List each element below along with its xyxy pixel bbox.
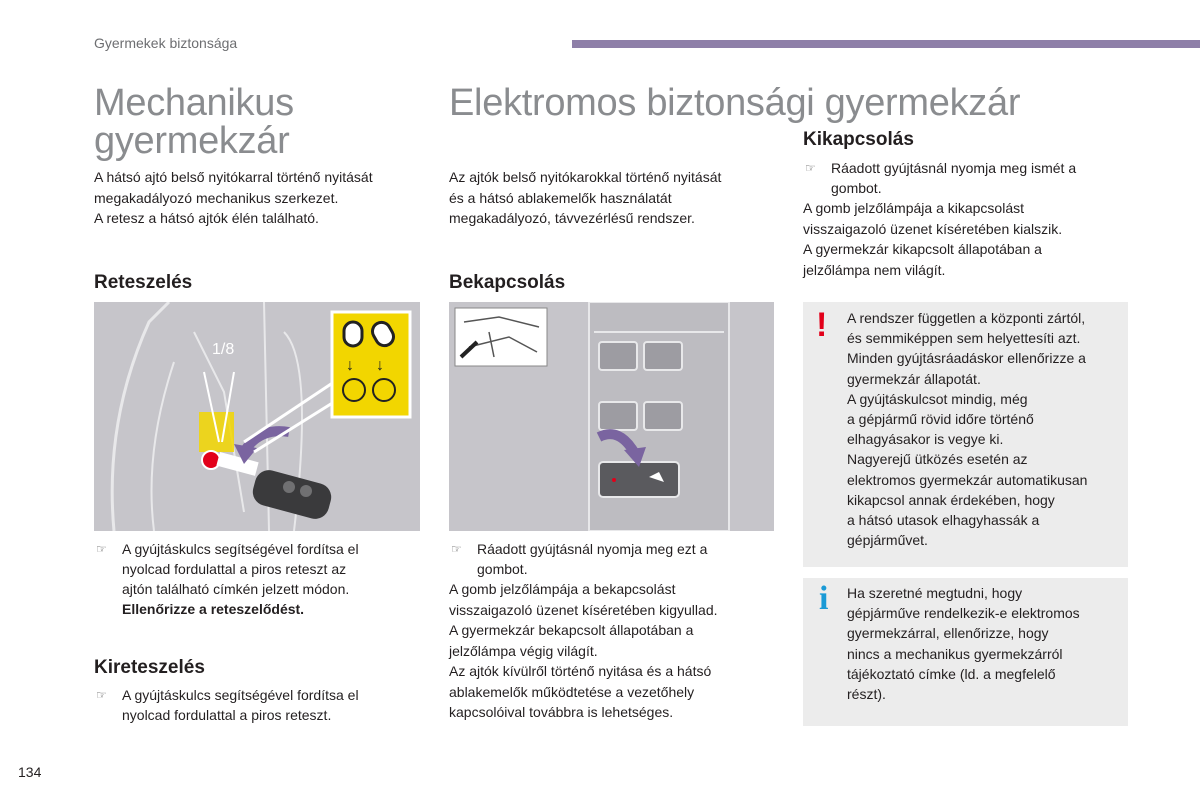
info-line: tájékoztató címke (ld. a megfelelő — [847, 665, 1056, 682]
section-header: Gyermekek biztonsága — [94, 35, 238, 51]
info-icon: i — [819, 580, 829, 617]
bullet-item — [94, 539, 424, 619]
left-title-line2: gyermekzár — [94, 120, 290, 162]
intro-line: és a hátsó ablakemelők használatát — [449, 189, 672, 206]
bullet-line: gombot. — [477, 561, 528, 577]
svg-text:↓: ↓ — [376, 357, 384, 374]
bullet-line: A gyújtáskulcs segítségével fordítsa el — [122, 541, 359, 557]
electric-lock-illustration — [449, 302, 774, 531]
desc-line: jelzőlámpa végig világít. — [449, 642, 598, 659]
desc-line: Az ajtók kívülről történő nyitása és a hátsó — [449, 663, 712, 679]
info-line: részt). — [847, 686, 886, 703]
page-number: 134 — [18, 764, 42, 780]
on-heading: Bekapcsolás — [449, 272, 566, 293]
warning-line: elektromos gyermekzár automatikusan — [847, 471, 1088, 488]
off-description — [803, 198, 1133, 280]
desc-line: A gyermekzár bekapcsolt állapotában a — [449, 622, 694, 638]
svg-text:↓: ↓ — [346, 357, 354, 374]
desc-line: A gomb jelzőlámpája a bekapcsolást — [449, 581, 676, 597]
desc-line: kapcsolóival továbbra is lehetséges. — [449, 704, 674, 720]
on-description — [449, 579, 779, 723]
desc-line: visszaigazoló üzenet kíséretében kialszik. — [803, 220, 1063, 237]
unlock-bullet — [94, 685, 424, 725]
bullet-pointer-icon: ☞ — [451, 542, 462, 556]
electric-lock-figure — [449, 302, 774, 531]
info-text — [847, 583, 1125, 704]
warning-line: és semmiképpen sem helyettesíti azt. — [847, 330, 1081, 347]
middle-intro — [449, 167, 779, 229]
bullet-line-bold: Ellenőrizze a reteszelődést. — [122, 601, 305, 617]
intro-line: Az ajtók belső nyitókarokkal történő nyitását — [449, 169, 722, 185]
warning-line: A gyújtáskulcsot mindig, még — [847, 390, 1028, 407]
off-bullet — [803, 158, 1133, 198]
bullet-line: Ráadott gyújtásnál nyomja meg ismét a — [831, 160, 1077, 176]
intro-line: A hátsó ajtó belső nyitókarral történő nyitását — [94, 169, 373, 185]
intro-line: megakadályozó mechanikus szerkezet. — [94, 189, 339, 206]
bullet-line: nyolcad fordulattal a piros reteszt az — [122, 561, 347, 577]
lock-bullet — [94, 539, 424, 619]
bullet-line: ajtón található címkén jelzett módon. — [122, 581, 350, 597]
info-line: Ha szeretné megtudni, hogy — [847, 585, 1023, 601]
desc-line: jelzőlámpa nem világít. — [803, 261, 946, 278]
figure-label: 1/8 — [212, 341, 235, 358]
intro-line: A retesz a hátsó ajtók élén található. — [94, 210, 319, 226]
warning-line: gépjárművet. — [847, 532, 928, 549]
desc-line: A gomb jelzőlámpája a kikapcsolást — [803, 200, 1025, 216]
bullet-item — [449, 539, 779, 579]
header-bar — [572, 40, 1200, 48]
bullet-item — [94, 685, 424, 725]
bullet-line: Ráadott gyújtásnál nyomja meg ezt a — [477, 541, 708, 557]
info-line: gyermekzárral, ellenőrizze, hogy — [847, 625, 1049, 642]
unlock-heading: Kireteszelés — [94, 657, 205, 678]
lock-heading: Reteszelés — [94, 272, 193, 293]
left-intro — [94, 167, 424, 229]
warning-line: A rendszer független a központi zártól, — [847, 310, 1086, 326]
warning-box — [803, 302, 1128, 567]
on-bullet — [449, 539, 779, 579]
desc-line: visszaigazoló üzenet kíséretében kigyullad. — [449, 601, 718, 618]
intro-line: megakadályozó, távvezérlésű rendszer. — [449, 210, 695, 226]
warning-text — [847, 308, 1125, 550]
desc-line: ablakemelők működtetése a vezetőhely — [449, 683, 695, 700]
info-line: gépjárműve rendelkezik-e elektromos — [847, 605, 1080, 622]
bullet-pointer-icon: ☞ — [96, 542, 107, 556]
warning-line: elhagyásakor is vegye ki. — [847, 431, 1004, 448]
mechanical-lock-illustration — [94, 302, 420, 531]
bullet-line: gombot. — [831, 180, 882, 196]
desc-line: A gyermekzár kikapcsolt állapotában a — [803, 241, 1042, 257]
warning-line: gyermekzár állapotát. — [847, 370, 981, 387]
warning-line: Minden gyújtásráadáskor ellenőrizze a — [847, 350, 1086, 367]
bullet-item — [803, 158, 1133, 198]
left-title — [94, 84, 294, 160]
bullet-pointer-icon: ☞ — [805, 161, 816, 175]
warning-line: kikapcsol annak érdekében, hogy — [847, 491, 1055, 508]
warning-icon: ! — [816, 306, 828, 344]
bullet-line: nyolcad fordulattal a piros reteszt. — [122, 707, 332, 723]
middle-title: Elektromos biztonsági gyermekzár — [449, 82, 1021, 124]
bullet-line: A gyújtáskulcs segítségével fordítsa el — [122, 687, 359, 703]
warning-line: a hátsó utasok elhagyhassák a — [847, 512, 1040, 529]
left-title-line1: Mechanikus — [94, 82, 294, 124]
mechanical-lock-figure — [94, 302, 420, 531]
info-box — [803, 578, 1128, 726]
warning-line: a gépjármű rövid időre történő — [847, 411, 1034, 428]
bullet-pointer-icon: ☞ — [96, 688, 107, 702]
info-line: nincs a mechanikus gyermekzárról — [847, 645, 1063, 662]
off-heading: Kikapcsolás — [803, 129, 914, 150]
warning-line: Nagyerejű ütközés esetén az — [847, 451, 1028, 468]
